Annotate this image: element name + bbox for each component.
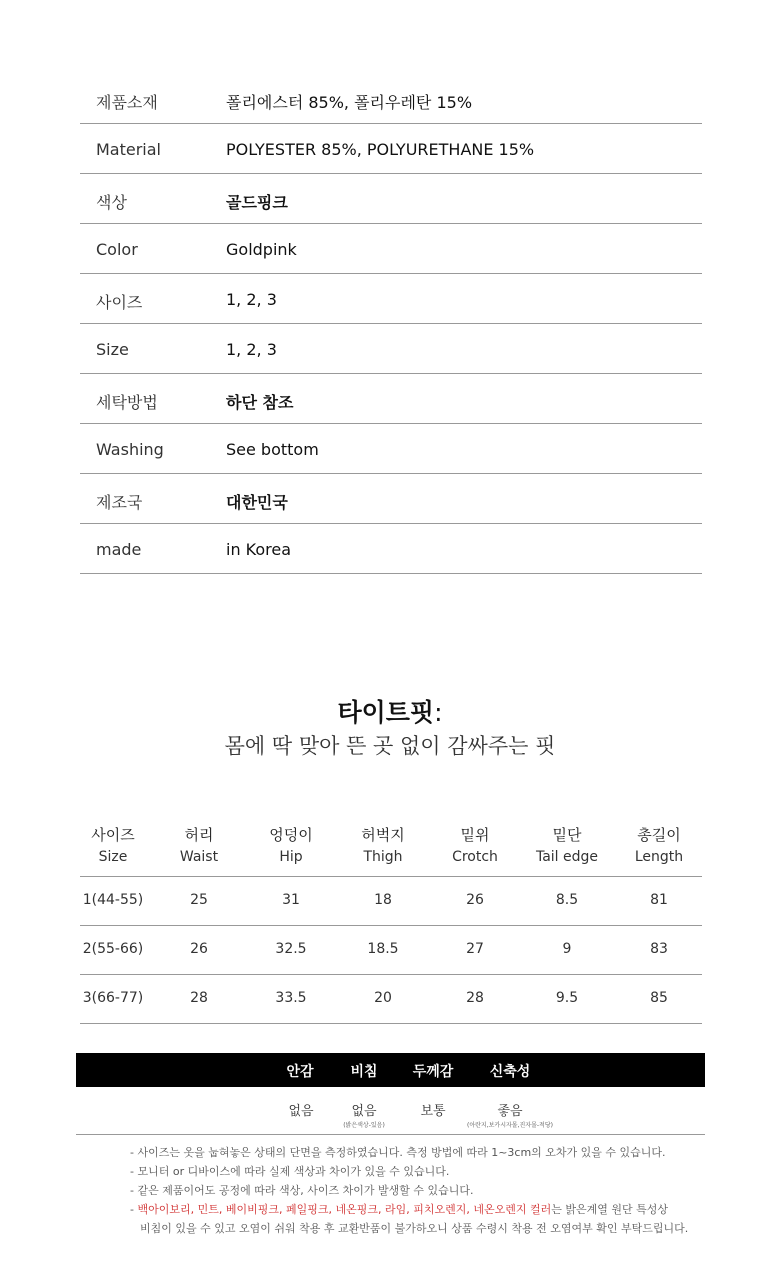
info-row-size-en [80,324,702,374]
info-row-size-ko [80,274,702,324]
info-row-origin-en [80,524,702,574]
table-cell: 25 [190,892,208,908]
header-ko: 밑위 [460,826,490,844]
header-ko: 허리 [184,826,214,844]
info-value: POLYESTER 85%, POLYURETHANE 15% [226,140,535,159]
info-row-washing-ko [80,374,702,424]
table-cell: 28 [190,990,208,1006]
info-label: made [96,540,142,559]
attr-header-thickness: 두께감 [412,1064,454,1080]
note-line: 비침이 있을 수 있고 오염이 쉬워 착용 후 교환반품이 불가하오니 상품 수령시 착용 전 오염여부 확인 부탁드립니다. [140,1222,689,1235]
size-table [80,818,702,1024]
info-row-color-en [80,224,702,274]
info-value: 1, 2, 3 [226,290,277,309]
header-en: Thigh [363,849,403,865]
size-table-header [80,818,702,877]
info-row-washing-en [80,424,702,474]
header-en: Hip [279,849,303,865]
table-cell: 32.5 [275,941,307,957]
header-ko: 엉덩이 [269,826,313,844]
info-value: 하단 참조 [226,393,294,412]
attr-value-sheerness: 없음 [351,1104,377,1119]
header-en: Size [98,849,128,865]
note-line: - 같은 제품이어도 공정에 따라 색상, 사이즈 차이가 발생할 수 있습니다. [130,1184,474,1197]
header-ko: 밑단 [552,826,582,844]
table-cell: 28 [466,990,484,1006]
table-cell: 8.5 [555,892,579,908]
header-ko: 허벅지 [361,826,405,844]
info-label: 사이즈 [96,293,143,312]
info-value: 골드핑크 [226,193,288,212]
attr-value-thickness: 보통 [420,1104,446,1119]
info-label: Size [96,340,129,359]
fit-title [0,693,780,729]
divider [76,1134,705,1135]
table-cell: 2(55-66) [82,941,144,957]
table-cell: 33.5 [275,990,307,1006]
note-line: - 사이즈는 옷을 눕혀놓은 상태의 단면을 측정하였습니다. 측정 방법에 따라 1~3cm의 오차가 있을 수 있습니다. [130,1146,666,1159]
info-value: Goldpink [226,240,297,259]
attr-value-stretch: 좋음 [497,1104,523,1119]
info-value: in Korea [226,540,292,559]
header-ko: 총길이 [637,826,681,844]
table-row [80,926,702,975]
info-label: 제조국 [96,493,143,512]
table-cell: 81 [650,892,668,908]
note-highlight: 백아이보리, 민트, 베이비핑크, 페일핑크, 네온핑크, 라임, 피치오렌지, 네온오렌지 컬러 [137,1203,552,1216]
attr-header-stretch: 신축성 [489,1064,531,1080]
header-en: Length [634,849,684,865]
table-cell: 26 [190,941,208,957]
info-label: Washing [96,440,164,459]
table-cell: 83 [650,941,668,957]
info-row-color-ko [80,174,702,224]
fit-title-colon: : [434,698,443,727]
header-en: Waist [179,849,219,865]
table-cell: 18.5 [367,941,399,957]
attr-note-stretch: (아란지,보카시자몰,진자몰-적당) [466,1122,553,1129]
table-cell: 9 [562,941,572,957]
table-cell: 85 [650,990,668,1006]
header-en: Tail edge [535,849,599,865]
attr-value-lining: 없음 [288,1104,314,1119]
note-line [130,1200,730,1219]
info-value: 폴리에스터 85%, 폴리우레탄 15% [226,93,473,112]
header-ko: 사이즈 [91,826,135,844]
header-en: Crotch [452,849,498,865]
info-label: 세탁방법 [96,393,158,412]
table-row [80,877,702,926]
note-line: - 모니터 or 디바이스에 따라 실제 색상과 차이가 있을 수 있습니다. [130,1165,450,1178]
attr-header-sheerness: 비침 [350,1064,378,1080]
table-cell: 18 [374,892,392,908]
notes [130,1143,730,1238]
table-cell: 27 [466,941,484,957]
info-row-origin-ko [80,474,702,524]
info-value: 대한민국 [226,493,288,512]
info-value: 1, 2, 3 [226,340,277,359]
info-value: See bottom [226,440,319,459]
table-cell: 3(66-77) [82,990,144,1006]
info-row-material-ko [80,74,702,124]
note-suffix: 는 밝은계열 원단 특성상 [551,1203,668,1216]
table-cell: 1(44-55) [82,892,144,908]
table-cell: 26 [466,892,484,908]
table-row [80,975,702,1024]
note-prefix: - [130,1203,138,1216]
fit-title-text: 타이트핏 [337,698,435,727]
attr-header-lining: 안감 [286,1064,314,1080]
table-cell: 9.5 [555,990,579,1006]
attr-note-sheerness: (밝은색상-있음) [343,1122,385,1129]
info-label: Material [96,140,161,159]
product-info-table [80,74,702,574]
info-label: Color [96,240,138,259]
table-cell: 31 [282,892,300,908]
table-cell: 20 [374,990,392,1006]
info-label: 제품소재 [96,93,158,112]
attribute-header-bar [76,1053,705,1087]
fit-subtitle: 몸에 딱 맞아 뜬 곳 없이 감싸주는 핏 [224,734,556,758]
info-row-material-en [80,124,702,174]
info-label: 색상 [96,193,127,212]
